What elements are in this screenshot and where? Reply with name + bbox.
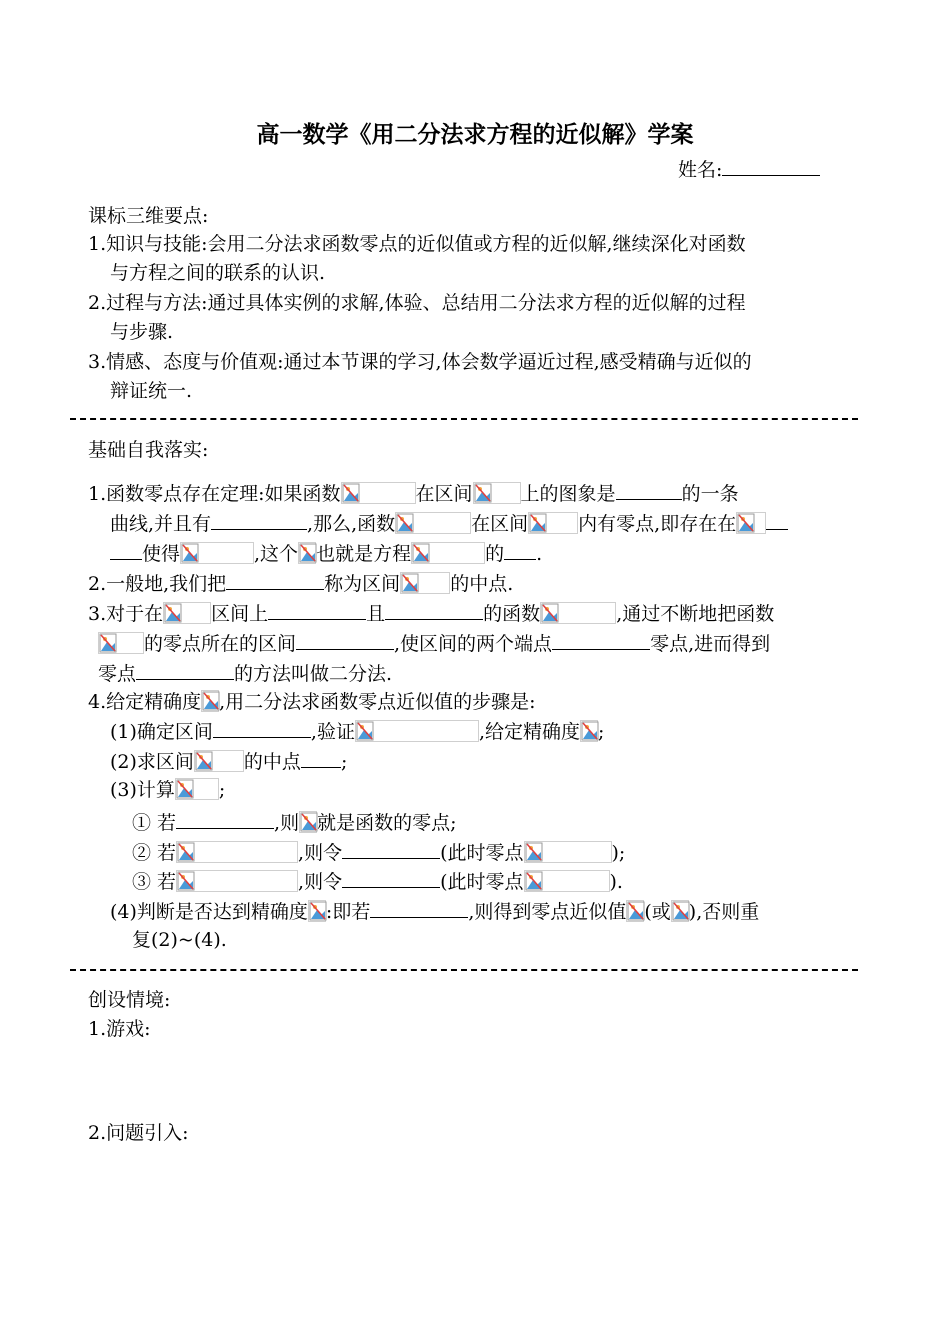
broken-image-icon [176, 779, 194, 799]
q4-step1 [110, 717, 604, 745]
formula-image [411, 542, 485, 564]
broken-image-icon [412, 543, 430, 563]
q4-step3 [110, 777, 225, 803]
q4-text-a: 4.给定精确度 [88, 691, 202, 713]
q4-text-c3c: (此时零点 [440, 871, 524, 893]
q1-text-e: 曲线,并且有 [110, 513, 212, 535]
broken-image-icon [581, 721, 599, 741]
broken-image-icon [99, 633, 117, 653]
name-blank[interactable] [722, 155, 820, 176]
formula-image [201, 690, 219, 712]
broken-image-icon [356, 721, 374, 741]
q4-text-s2c: ; [340, 751, 348, 773]
q4-text-s2a: (2)求区间 [110, 751, 194, 773]
broken-image-icon [737, 513, 755, 533]
fill-blank[interactable] [342, 838, 440, 859]
broken-image-icon [164, 603, 182, 623]
q2-text-b: 称为区间 [324, 573, 401, 595]
fill-blank[interactable] [301, 747, 341, 768]
fill-blank[interactable] [385, 599, 483, 620]
fill-blank[interactable] [370, 897, 468, 918]
objective-1-line1: 1.知识与技能:会用二分法求函数零点的近似值或方程的近似解,继续深化对函数 [88, 233, 746, 255]
name-label: 姓名: [678, 159, 723, 181]
broken-image-icon [202, 691, 220, 711]
scenario-heading: 创设情境: [88, 989, 171, 1011]
q3-text-c: 且 [366, 603, 386, 625]
broken-image-icon [401, 573, 419, 593]
broken-image-icon [342, 483, 360, 503]
name-field [678, 155, 820, 183]
formula-image [524, 870, 610, 892]
broken-image-icon [396, 513, 414, 533]
q4-step4-line2: 复(2)~(4). [132, 929, 227, 951]
q4-text-s1a: (1)确定区间 [110, 721, 213, 743]
broken-image-icon [474, 483, 492, 503]
q4-text-s1c: ,给定精确度 [478, 721, 581, 743]
fill-blank[interactable] [211, 509, 307, 530]
q4-text-c1c: 就是函数的零点; [317, 812, 457, 834]
formula-image [524, 841, 612, 863]
formula-image [473, 482, 521, 504]
formula-image [580, 720, 598, 742]
fill-blank[interactable] [176, 808, 274, 829]
q4-step4-line1 [110, 897, 759, 925]
basics-heading: 基础自我落实: [88, 439, 209, 461]
broken-image-icon [529, 513, 547, 533]
divider [70, 969, 858, 971]
fill-blank[interactable] [226, 569, 324, 590]
fill-blank[interactable] [616, 479, 682, 500]
q1-text-b: 在区间 [415, 483, 473, 505]
objective-2-line2: 与步骤. [110, 321, 174, 343]
q1-line1 [88, 479, 739, 507]
objectives-heading: 课标三维要点: [88, 205, 209, 227]
q1-line3 [110, 539, 542, 567]
q3-text-d: 的函数 [483, 603, 541, 625]
q1-text-m: . [536, 543, 543, 565]
q4-text-c2b: ,则令 [298, 842, 343, 864]
q4-text-s1b: ,验证 [310, 721, 355, 743]
q4-text-s1d: ; [598, 721, 605, 743]
q4-text-s3a: (3)计算 [110, 779, 175, 801]
broken-image-icon [672, 901, 690, 921]
formula-image [308, 900, 326, 922]
fill-blank[interactable] [552, 629, 650, 650]
q3-text-j: 的方法叫做二分法. [234, 663, 393, 685]
fill-blank[interactable] [504, 539, 536, 560]
formula-image [298, 542, 316, 564]
q1-text-a: 1.函数零点存在定理:如果函数 [88, 483, 341, 505]
q4-text-s4c: ,则得到零点近似值 [468, 901, 627, 923]
q4-text-c2a: ② 若 [132, 842, 177, 864]
broken-image-icon [525, 842, 543, 862]
q4-text-c2c: (此时零点 [440, 842, 524, 864]
formula-image [299, 811, 317, 833]
q4-step2 [110, 747, 347, 775]
broken-image-icon [181, 543, 199, 563]
scenario-item-question: 2.问题引入: [88, 1122, 189, 1144]
formula-image [736, 512, 766, 534]
q4-line1 [88, 689, 536, 715]
formula-image [176, 841, 298, 863]
fill-blank[interactable] [213, 717, 311, 738]
formula-image [400, 572, 450, 594]
q4-case3 [132, 867, 623, 895]
q3-text-g: ,使区间的两个端点 [394, 633, 553, 655]
broken-image-icon [195, 751, 213, 771]
fill-blank[interactable] [268, 599, 366, 620]
q4-text-b: ,用二分法求函数零点近似值的步骤是: [219, 691, 536, 713]
q4-text-s2b: 的中点 [243, 751, 301, 773]
q1-text-i: 使得 [142, 543, 181, 565]
formula-image [671, 900, 689, 922]
formula-image [528, 512, 578, 534]
formula-image [540, 602, 616, 624]
broken-image-icon [177, 842, 195, 862]
q1-text-l: 的 [485, 543, 505, 565]
q4-text-c3d: ). [609, 871, 623, 893]
scenario-item-game: 1.游戏: [88, 1018, 151, 1040]
objective-1-line2: 与方程之间的联系的认识. [110, 262, 326, 284]
q4-text-c1b: ,则 [274, 812, 300, 834]
q4-case1 [132, 808, 457, 836]
q3-text-f: 的零点所在的区间 [144, 633, 297, 655]
q1-text-j: ,这个 [254, 543, 299, 565]
q4-case2 [132, 838, 625, 866]
q4-text-s4e: ),否则重 [688, 901, 760, 923]
objective-2-line1: 2.过程与方法:通过具体实例的求解,体验、总结用二分法求方程的近似解的过程 [88, 292, 746, 314]
q3-text-a: 3.对于在 [88, 603, 164, 625]
objective-3-line2: 辩证统一. [110, 380, 193, 402]
q1-text-c: 上的图象是 [520, 483, 616, 505]
q1-text-g: 在区间 [471, 513, 529, 535]
formula-image [163, 602, 211, 624]
formula-image [180, 542, 254, 564]
q4-text-c1a: ① 若 [132, 812, 177, 834]
fill-blank[interactable] [342, 867, 440, 888]
broken-image-icon [627, 901, 645, 921]
q3-line1 [88, 599, 774, 627]
formula-image [341, 482, 416, 504]
objective-3-line1: 3.情感、态度与价值观:通过本节课的学习,体会数学逼近过程,感受精确与近似的 [88, 351, 752, 373]
q4-text-s4b: :即若 [325, 901, 371, 923]
q2-text-c: 的中点. [450, 573, 514, 595]
q4-text-s4a: (4)判断是否达到精确度 [110, 901, 308, 923]
q3-line3 [98, 659, 392, 687]
q3-line2 [98, 629, 770, 657]
fill-blank[interactable] [136, 659, 234, 680]
broken-image-icon [300, 812, 318, 832]
q2-text-a: 2.一般地,我们把 [88, 573, 227, 595]
q1-text-h: 内有零点,即存在在 [578, 513, 737, 535]
q3-text-b: 区间上 [211, 603, 269, 625]
formula-image [395, 512, 471, 534]
formula-image [98, 632, 144, 654]
q1-text-d: 的一条 [681, 483, 739, 505]
q3-text-e: ,通过不断地把函数 [616, 603, 775, 625]
formula-image [194, 750, 244, 772]
q1-text-f: ,那么,函数 [307, 513, 396, 535]
formula-image [176, 870, 298, 892]
q4-text-s4d: (或 [644, 901, 671, 923]
fill-blank[interactable] [296, 629, 394, 650]
q3-text-h: 零点,进而得到 [650, 633, 771, 655]
formula-image [626, 900, 644, 922]
formula-image [175, 778, 219, 800]
page-title: 高一数学《用二分法求方程的近似解》学案 [256, 121, 694, 148]
divider [70, 418, 858, 420]
broken-image-icon [309, 901, 327, 921]
q1-line2 [110, 509, 788, 537]
q4-text-s3b: ; [218, 779, 226, 801]
q4-text-c3a: ③ 若 [132, 871, 177, 893]
fill-blank[interactable] [766, 509, 788, 530]
broken-image-icon [177, 871, 195, 891]
q3-text-i: 零点 [98, 663, 137, 685]
broken-image-icon [541, 603, 559, 623]
q1-text-k: 也就是方程 [316, 543, 412, 565]
q4-text-c3b: ,则令 [298, 871, 343, 893]
formula-image [355, 720, 479, 742]
broken-image-icon [299, 543, 317, 563]
q4-text-c2d: ); [611, 842, 626, 864]
broken-image-icon [525, 871, 543, 891]
fill-blank[interactable] [110, 539, 142, 560]
q2-line [88, 569, 513, 597]
